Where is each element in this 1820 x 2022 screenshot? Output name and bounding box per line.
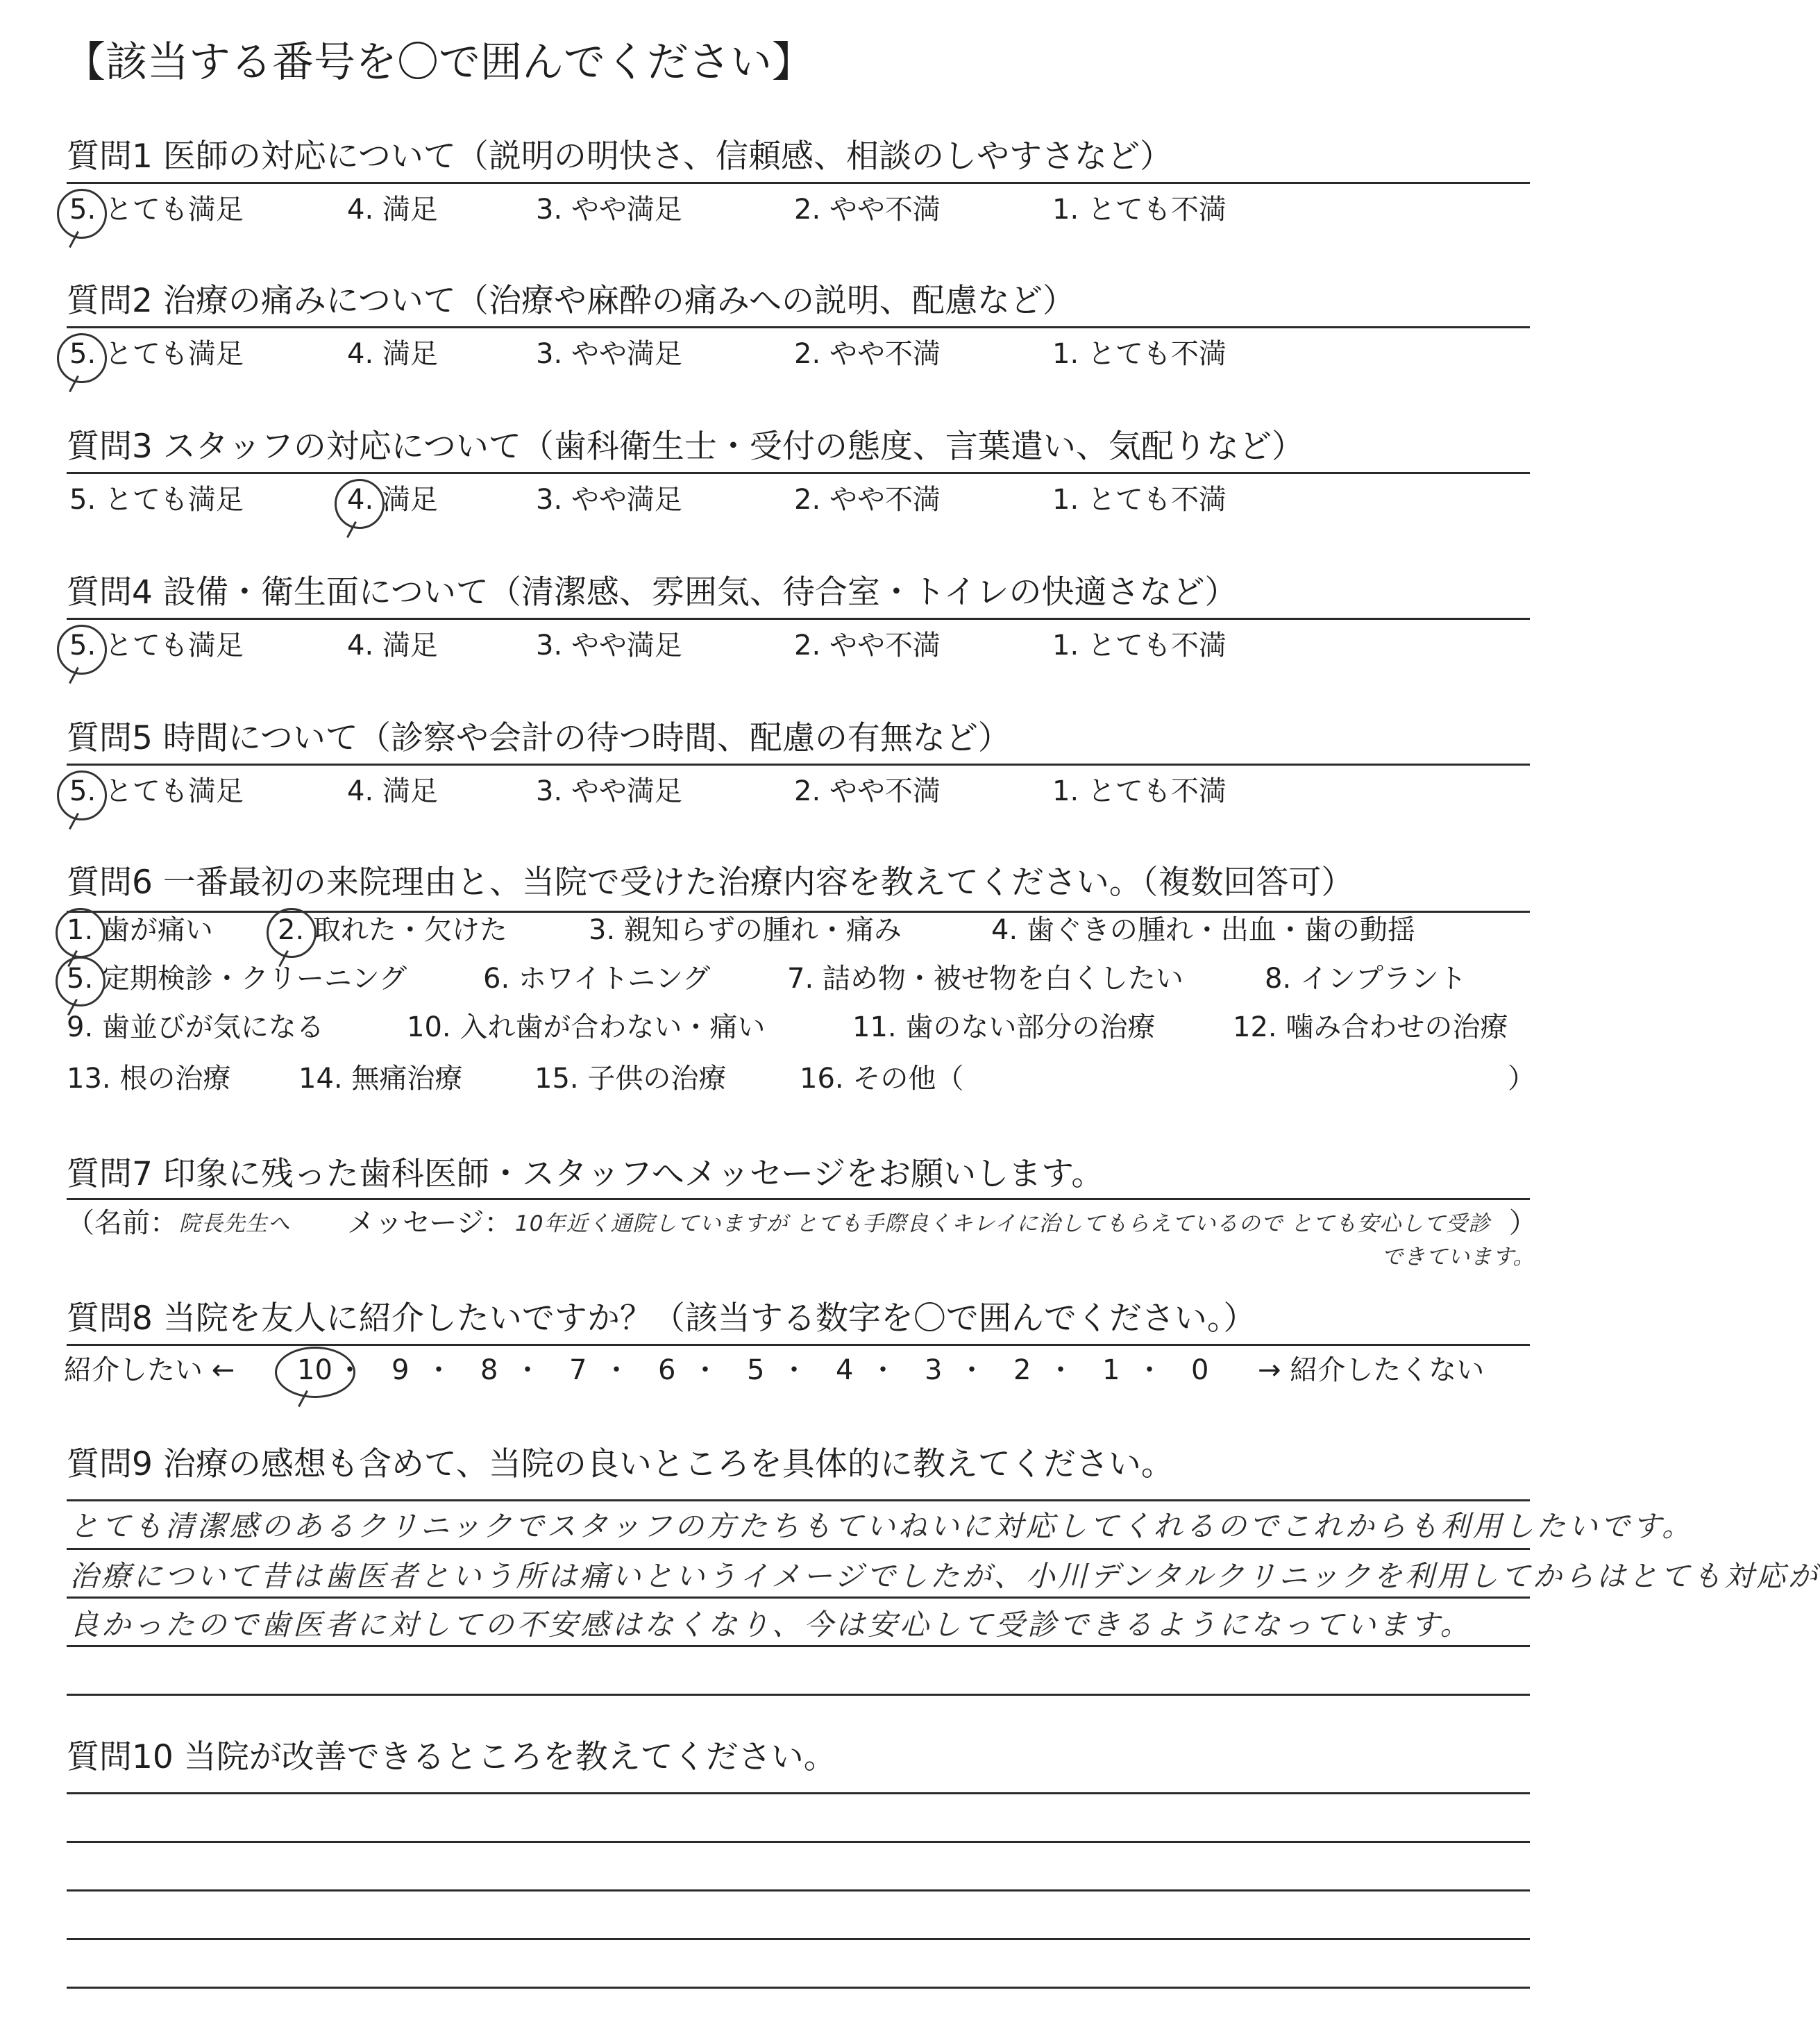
q8-dot: ・ xyxy=(780,1354,808,1386)
question-9-label: 質問9 治療の感想も含めて、当院の良いところを具体的に教えてください。 xyxy=(67,1445,1174,1483)
question-3-rule xyxy=(67,472,1530,474)
q8-dot: ・ xyxy=(958,1354,986,1386)
q4-option-2[interactable]: 2. やや不満 xyxy=(794,630,941,662)
q6-selected-circle-2 xyxy=(267,908,317,958)
q10-rule-5 xyxy=(67,1987,1530,1989)
q8-scale-1[interactable]: 1 xyxy=(1102,1354,1120,1386)
q8-scale-6[interactable]: 6 xyxy=(658,1354,676,1386)
q8-dot: ・ xyxy=(603,1354,630,1386)
question-2-rule xyxy=(67,326,1530,328)
question-7-rule xyxy=(67,1198,1530,1200)
q8-selected-circle xyxy=(275,1347,355,1398)
q9-answer-line-3[interactable]: 良かったので歯医者に対しての不安感はなくなり、今は安心して受診できるようになっています。 xyxy=(69,1608,1472,1642)
q9-answer-line-2[interactable]: 治療について昔は歯医者という所は痛いというイメージでしたが、小川デンタルクリニックを利用してからはとても対応が xyxy=(69,1559,1820,1593)
q8-dot: ・ xyxy=(1136,1354,1163,1386)
q10-rule-3 xyxy=(67,1889,1530,1892)
q5-option-2[interactable]: 2. やや不満 xyxy=(794,775,941,807)
question-1-label: 質問1 医師の対応について（説明の明快さ、信頼感、相談のしやすさなど） xyxy=(67,137,1173,176)
q6-option-5[interactable]: 5. 定期検診・クリーニング xyxy=(67,963,407,995)
q5-option-1[interactable]: 1. とても不満 xyxy=(1052,775,1227,807)
q9-rule-5 xyxy=(67,1694,1530,1696)
q3-option-2[interactable]: 2. やや不満 xyxy=(794,484,941,516)
q6-option-12[interactable]: 12. 噛み合わせの治療 xyxy=(1233,1011,1508,1043)
q3-option-3[interactable]: 3. やや満足 xyxy=(536,484,682,516)
q6-option-1[interactable]: 1. 歯が痛い xyxy=(67,914,213,946)
q7-name-prefix: （名前： xyxy=(67,1207,178,1239)
q4-selected-circle xyxy=(57,625,107,675)
q8-scale-10[interactable]: 10 xyxy=(297,1354,332,1386)
q2-option-1[interactable]: 1. とても不満 xyxy=(1052,338,1227,370)
q6-option-15[interactable]: 15. 子供の治療 xyxy=(534,1063,727,1095)
q6-option-4[interactable]: 4. 歯ぐきの腫れ・出血・歯の動揺 xyxy=(991,914,1415,946)
q6-option-14[interactable]: 14. 無痛治療 xyxy=(298,1063,463,1095)
q8-scale-7[interactable]: 7 xyxy=(569,1354,587,1386)
q6-option-13[interactable]: 13. 根の治療 xyxy=(67,1063,231,1095)
q5-selected-circle xyxy=(57,770,107,820)
q10-rule-2 xyxy=(67,1841,1530,1843)
q8-scale-2[interactable]: 2 xyxy=(1013,1354,1031,1386)
q5-option-4[interactable]: 4. 満足 xyxy=(347,775,438,807)
question-8-rule xyxy=(67,1344,1530,1346)
q8-dot: ・ xyxy=(336,1354,364,1386)
q8-scale-0[interactable]: 0 xyxy=(1191,1354,1209,1386)
q3-option-5[interactable]: 5. とても満足 xyxy=(69,484,244,516)
q2-option-5[interactable]: 5. とても満足 xyxy=(69,338,244,370)
q2-option-4[interactable]: 4. 満足 xyxy=(347,338,438,370)
q9-rule-3 xyxy=(67,1596,1530,1599)
q4-option-5[interactable]: 5. とても満足 xyxy=(69,630,244,662)
q3-selected-circle xyxy=(335,479,385,529)
q6-option-10[interactable]: 10. 入れ歯が合わない・痛い xyxy=(407,1011,766,1043)
q4-option-4[interactable]: 4. 満足 xyxy=(347,630,438,662)
q6-option-9[interactable]: 9. 歯並びが気になる xyxy=(67,1011,324,1043)
q8-scale-3[interactable]: 3 xyxy=(925,1354,943,1386)
q7-name-value[interactable]: 院長先生へ xyxy=(179,1211,290,1236)
q2-option-2[interactable]: 2. やや不満 xyxy=(794,338,941,370)
q6-option-8[interactable]: 8. インプラント xyxy=(1265,963,1467,995)
q2-selected-circle xyxy=(57,333,107,383)
q6-option-11[interactable]: 11. 歯のない部分の治療 xyxy=(852,1011,1156,1043)
q7-message-prefix: メッセージ： xyxy=(347,1207,512,1239)
q4-option-3[interactable]: 3. やや満足 xyxy=(536,630,682,662)
q10-rule-4 xyxy=(67,1938,1530,1940)
question-4-label: 質問4 設備・衛生面について（清潔感、雰囲気、待合室・トイレの快適さなど） xyxy=(67,573,1238,612)
q5-option-5[interactable]: 5. とても満足 xyxy=(69,775,244,807)
q6-other-close: ） xyxy=(1508,1063,1535,1095)
q8-scale-4[interactable]: 4 xyxy=(836,1354,854,1386)
q6-option-3[interactable]: 3. 親知らずの腫れ・痛み xyxy=(589,914,902,946)
q6-option-7[interactable]: 7. 詰め物・被せ物を白くしたい xyxy=(787,963,1183,995)
q1-option-2[interactable]: 2. やや不満 xyxy=(794,194,941,226)
question-1-rule xyxy=(67,182,1530,184)
question-5-label: 質問5 時間について（診察や会計の待つ時間、配慮の有無など） xyxy=(67,719,1011,757)
q1-option-4[interactable]: 4. 満足 xyxy=(347,194,438,226)
question-4-rule xyxy=(67,618,1530,620)
q7-close: ） xyxy=(1509,1207,1537,1239)
q6-option-2[interactable]: 2. 取れた・欠けた xyxy=(278,914,507,946)
q6-option-6[interactable]: 6. ホワイトニング xyxy=(483,963,711,995)
q8-scale-8[interactable]: 8 xyxy=(480,1354,498,1386)
q8-dot: ・ xyxy=(425,1354,453,1386)
q4-option-1[interactable]: 1. とても不満 xyxy=(1052,630,1227,662)
question-2-label: 質問2 治療の痛みについて（治療や麻酔の痛みへの説明、配慮など） xyxy=(67,282,1075,320)
q8-dot: ・ xyxy=(514,1354,541,1386)
page-title: 【該当する番号を〇で囲んでください】 xyxy=(64,38,814,87)
q2-option-3[interactable]: 3. やや満足 xyxy=(536,338,682,370)
q6-option-16[interactable]: 16. その他（ xyxy=(800,1063,964,1095)
q6-selected-circle-1 xyxy=(56,908,106,958)
question-10-label: 質問10 当院が改善できるところを教えてください。 xyxy=(67,1738,836,1776)
q1-option-5[interactable]: 5. とても満足 xyxy=(69,194,244,226)
q8-dot: ・ xyxy=(1047,1354,1075,1386)
q9-answer-line-1[interactable]: とても清潔感のあるクリニックでスタッフの方たちもていねいに対応してくれるのでこれからも利用したいです。 xyxy=(69,1509,1694,1543)
q8-scale-9[interactable]: 9 xyxy=(391,1354,410,1386)
q8-left-label: 紹介したい ← xyxy=(64,1354,235,1386)
question-7-label: 質問7 印象に残った歯科医師・スタッフへメッセージをお願いします。 xyxy=(67,1155,1104,1193)
q9-rule-2 xyxy=(67,1548,1530,1550)
q3-option-1[interactable]: 1. とても不満 xyxy=(1052,484,1227,516)
question-3-label: 質問3 スタッフの対応について（歯科衛生士・受付の態度、言葉遣い、気配りなど） xyxy=(67,428,1304,466)
q9-rule-1 xyxy=(67,1499,1530,1501)
q8-scale-5[interactable]: 5 xyxy=(747,1354,765,1386)
q8-right-label: → 紹介したくない xyxy=(1258,1354,1485,1386)
q3-option-4[interactable]: 4. 満足 xyxy=(347,484,438,516)
q6-selected-circle-5 xyxy=(56,957,106,1006)
q1-option-1[interactable]: 1. とても不満 xyxy=(1052,194,1227,226)
q7-message-line-1[interactable]: 10年近く通院していますが とても手際良くキレイに治してもらえているので とても安心して受診 xyxy=(515,1211,1491,1236)
q8-dot: ・ xyxy=(691,1354,719,1386)
q7-message-line-2[interactable]: できています。 xyxy=(1381,1245,1535,1270)
question-5-rule xyxy=(67,764,1530,766)
q10-rule-1 xyxy=(67,1792,1530,1794)
q5-option-3[interactable]: 3. やや満足 xyxy=(536,775,682,807)
question-6-label: 質問6 一番最初の来院理由と、当院で受けた治療内容を教えてください。（複数回答可） xyxy=(67,863,1354,902)
q1-option-3[interactable]: 3. やや満足 xyxy=(536,194,682,226)
q9-rule-4 xyxy=(67,1645,1530,1647)
q1-selected-circle xyxy=(57,189,107,239)
q8-dot: ・ xyxy=(869,1354,897,1386)
question-8-label: 質問8 当院を友人に紹介したいですか？（該当する数字を〇で囲んでください。） xyxy=(67,1299,1256,1338)
